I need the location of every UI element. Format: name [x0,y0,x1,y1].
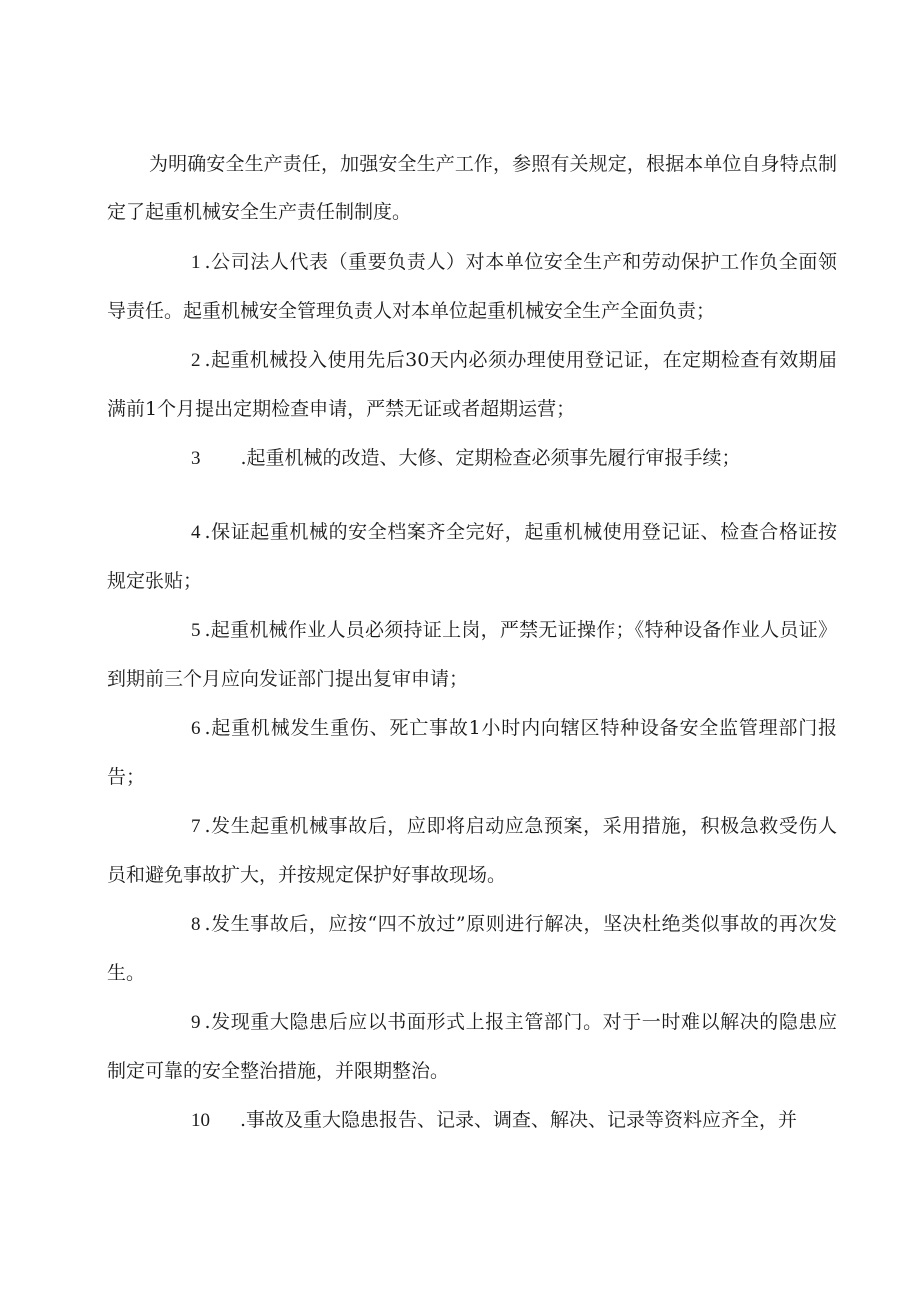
item-number: 10 [191,1110,210,1131]
item-text: .保证起重机械的安全档案齐全完好，起重机械使用登记证、检查合格证按规定张贴； [107,521,837,592]
item-number: 4 [191,522,201,543]
item-paragraph-1 [107,238,837,335]
intro-paragraph [107,140,837,236]
item-number: 1 [191,252,201,273]
item-text: .起重机械的改造、大修、定期检查必须事先履行审报手续； [240,447,741,469]
item-paragraph-6 [107,704,837,801]
item-paragraph-2 [107,336,837,433]
item-paragraph-10 [107,1096,837,1145]
item-paragraph-7 [107,802,837,899]
item-number: 2 [191,350,201,371]
item-text: .发生起重机械事故后，应即将启动应急预案，采用措施，积极急救受伤人员和避免事故扩大，并按规定保护好事故现场。 [107,815,837,886]
item-number: 5 [191,620,201,641]
item-paragraph-3 [107,434,837,483]
item-text: .发生事故后，应按“四不放过”原则进行解决，坚决杜绝类似事故的再次发生。 [107,913,837,984]
item-paragraph-9 [107,998,837,1095]
item-number: 3 [191,448,201,469]
item-text: .起重机械发生重伤、死亡事故1小时内向辖区特种设备安全监管理部门报告； [107,717,837,788]
item-number: 6 [191,718,201,739]
item-text: .起重机械投入使用先后30天内必须办理使用登记证，在定期检查有效期届满前1个月提出定期检查申请，严禁无证或者超期运营； [107,349,837,420]
item-number: 7 [191,816,201,837]
item-paragraph-4 [107,508,837,605]
item-paragraph-5 [107,606,837,703]
intro-text: 为明确安全生产责任，加强安全生产工作，参照有关规定，根据本单位自身特点制定了起重机械安全生产责任制制度。 [107,153,837,223]
item-paragraph-8 [107,900,837,997]
item-text: .发现重大隐患后应以书面形式上报主管部门。对于一时难以解决的隐患应制定可靠的安全整治措施，并限期整治。 [107,1011,837,1082]
item-text: .起重机械作业人员必须持证上岗，严禁无证操作；《特种设备作业人员证》到期前三个月应向发证部门提出复审申请； [107,619,837,690]
item-text: .事故及重大隐患报告、记录、调查、解决、记录等资料应齐全，并 [240,1109,798,1131]
item-text: .公司法人代表（重要负责人）对本单位安全生产和劳动保护工作负全面领导责任。起重机械安全管理负责人对本单位起重机械安全生产全面负责； [107,251,837,322]
item-number: 9 [191,1012,201,1033]
item-number: 8 [191,914,201,935]
